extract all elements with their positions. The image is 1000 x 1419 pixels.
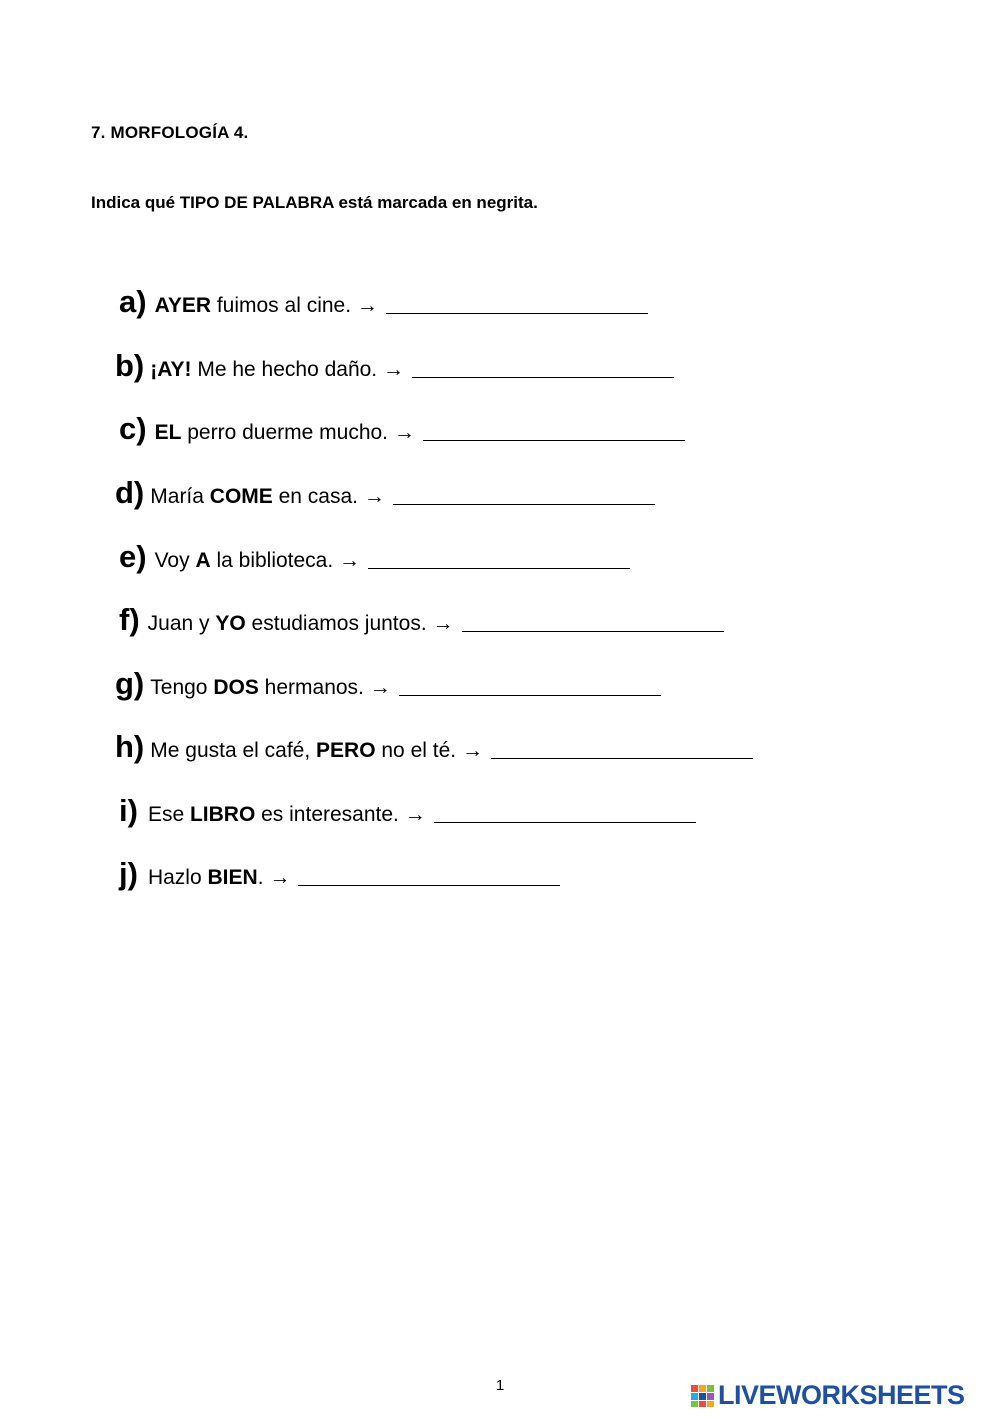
item-letter: h)	[115, 729, 145, 764]
item-letter: e)	[119, 539, 147, 574]
exercise-item-d	[115, 475, 655, 515]
item-letter: a)	[119, 284, 147, 319]
item-sentence: Tengo DOS hermanos. →	[150, 676, 391, 699]
exercise-item-g	[115, 666, 661, 706]
section-title: 7. MORFOLOGÍA 4.	[91, 123, 249, 142]
item-sentence: Hazlo BIEN. →	[147, 866, 291, 889]
answer-blank[interactable]	[368, 567, 630, 569]
exercise-item-j	[119, 856, 560, 896]
item-letter: j)	[119, 856, 138, 891]
answer-blank[interactable]	[298, 884, 560, 886]
answer-blank[interactable]	[399, 694, 661, 696]
answer-blank[interactable]	[393, 503, 655, 505]
exercise-item-a	[119, 284, 648, 324]
item-letter: g)	[115, 666, 145, 701]
arrow-icon: →	[363, 485, 385, 508]
arrow-icon: →	[461, 739, 483, 762]
item-sentence: EL perro duerme mucho. →	[154, 421, 415, 444]
arrow-icon: →	[269, 866, 291, 889]
instruction-text: Indica qué TIPO DE PALABRA está marcada en negrita.	[91, 193, 538, 212]
exercise-item-f	[119, 602, 724, 642]
exercise-item-i	[119, 793, 696, 833]
item-sentence: María COME en casa. →	[150, 485, 385, 508]
arrow-icon: →	[382, 358, 404, 381]
arrow-icon: →	[356, 294, 378, 317]
exercise-item-h	[115, 729, 753, 769]
answer-blank[interactable]	[434, 821, 696, 823]
item-letter: c)	[119, 411, 147, 446]
page-number: 1	[495, 1377, 505, 1394]
item-letter: d)	[115, 475, 145, 510]
answer-blank[interactable]	[412, 376, 674, 378]
item-letter: b)	[115, 348, 145, 383]
item-sentence: Voy A la biblioteca. →	[154, 549, 361, 572]
exercise-item-e	[119, 539, 630, 579]
item-sentence: Me gusta el café, PERO no el té. →	[150, 739, 483, 762]
liveworksheets-logo[interactable]	[690, 1380, 965, 1411]
logo-text: LIVEWORKSHEETS	[718, 1380, 965, 1410]
arrow-icon: →	[339, 549, 361, 572]
liveworksheets-logo-icon	[690, 1384, 716, 1408]
arrow-icon: →	[393, 421, 415, 444]
item-letter: f)	[119, 602, 140, 637]
exercise-item-c	[119, 411, 685, 451]
item-letter: i)	[119, 793, 138, 828]
item-sentence: Juan y YO estudiamos juntos. →	[147, 612, 454, 635]
arrow-icon: →	[369, 676, 391, 699]
answer-blank[interactable]	[423, 439, 685, 441]
item-sentence: AYER fuimos al cine. →	[154, 294, 378, 317]
arrow-icon: →	[404, 803, 426, 826]
answer-blank[interactable]	[462, 630, 724, 632]
answer-blank[interactable]	[386, 312, 648, 314]
answer-blank[interactable]	[491, 757, 753, 759]
exercise-item-b	[115, 348, 674, 388]
arrow-icon: →	[432, 612, 454, 635]
item-sentence: Ese LIBRO es interesante. →	[147, 803, 426, 826]
item-sentence: ¡AY! Me he hecho daño. →	[150, 358, 404, 381]
